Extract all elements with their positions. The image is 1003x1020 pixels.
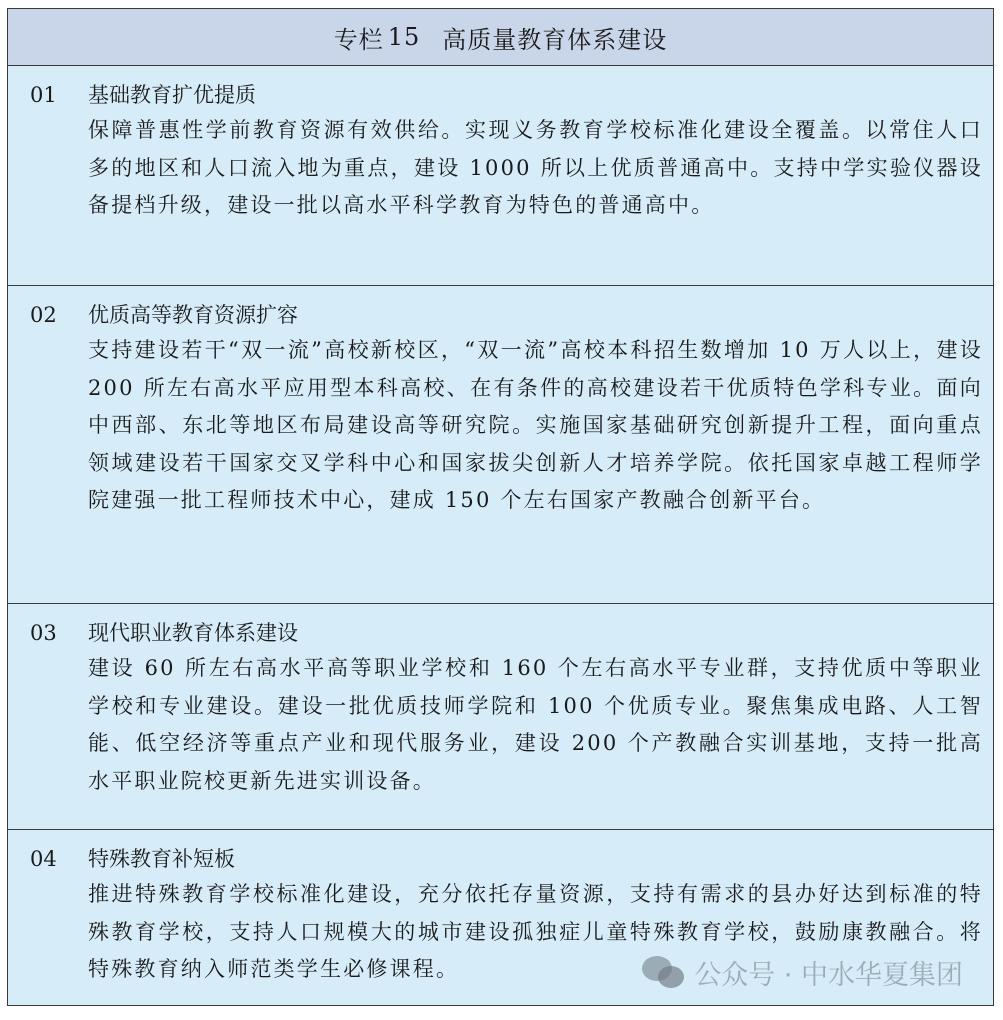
section-number: 03 [30, 621, 57, 645]
section-body: 保障普惠性学前教育资源有效供给。实现义务教育学校标准化建设全覆盖。以常住人口多的地区和人口流入地为重点，建设 1000 所以上优质普通高中。支持中学实验仪器设备提档升级，建设一批以高水平科学教育为特色的普通高中。 [88, 118, 983, 217]
column-number: 15 [387, 23, 421, 51]
section-body: 建设 60 所左右高水平高等职业学校和 160 个左右高水平专业群，支持优质中等职业学校和专业建设。建设一批优质技师学院和 100 个优质专业。聚焦集成电路、人工智能、低空经济等重点产业和现代服务业，建设 200 个产教融合实训基地，支持一批高水平职业院校更新先进实训设备。 [88, 656, 983, 793]
section-01 [8, 66, 993, 286]
watermark-text: 公众号 · 中水华夏集团 [694, 960, 963, 991]
section-04 [8, 830, 993, 1006]
section-heading [8, 78, 993, 112]
section-heading [8, 616, 993, 650]
section-number: 01 [30, 83, 57, 107]
section-heading [8, 842, 993, 876]
section-title: 现代职业教育体系建设 [88, 621, 298, 645]
wechat-icon [642, 956, 686, 990]
column-header [8, 9, 993, 66]
watermark [642, 953, 963, 992]
section-body: 支持建设若干“双一流”高校新校区，“双一流”高校本科招生数增加 10 万人以上，建设 200 所左右高水平应用型本科高校、在有条件的高校建设若干优质特色学科专业。面向中西部、东北等地区布局建设高等研究院。实施国家基础研究创新提升工程，面向重点领域建设若干国家交叉学科中心和国家拔尖创新人才培养学院。依托国家卓越工程师学院建强一批工程师技术中心，建成 150 个左右国家产教融合创新平台。 [88, 338, 983, 512]
section-03 [8, 604, 993, 830]
section-title: 特殊教育补短板 [88, 847, 235, 871]
section-number: 02 [30, 303, 57, 327]
column-box [7, 8, 994, 1006]
section-body: 推进特殊教育学校标准化建设，充分依托存量资源，支持有需求的县办好达到标准的特殊教育学校，支持人口规模大的城市建设孤独症儿童特殊教育学校，鼓励康教融合。将特殊教育纳入师范类学生必修课程。 [88, 882, 983, 981]
section-title: 基础教育扩优提质 [88, 83, 256, 107]
section-number: 04 [30, 847, 57, 871]
section-02 [8, 286, 993, 604]
section-title: 优质高等教育资源扩容 [88, 303, 298, 327]
column-label: 专栏 [333, 25, 384, 54]
column-title: 高质量教育体系建设 [442, 25, 668, 54]
section-heading [8, 298, 993, 332]
